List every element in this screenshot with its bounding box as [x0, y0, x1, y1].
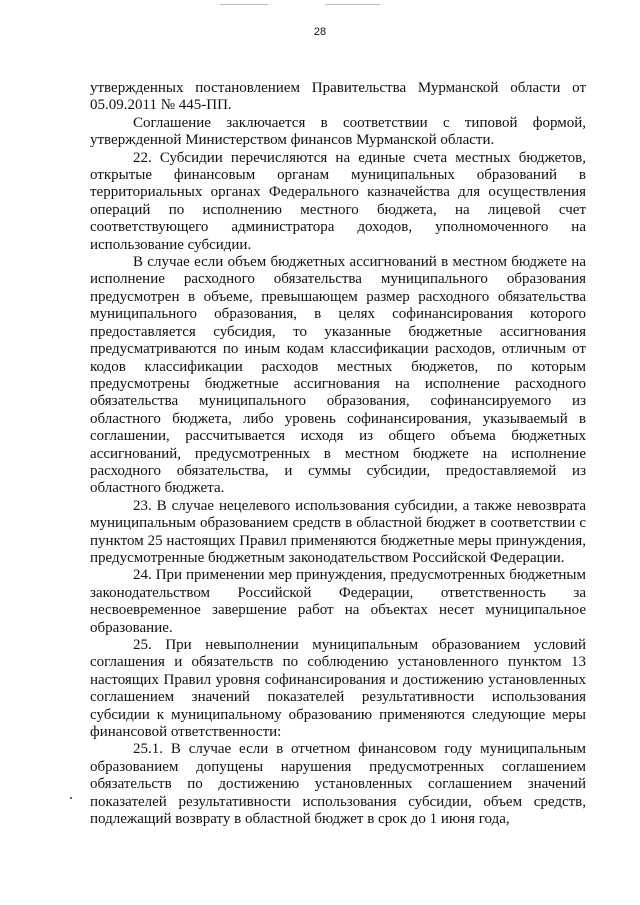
paragraph-continuation: утвержденных постановлением Правительства Мурманской области от 05.09.2011 № 445-ПП.	[90, 80, 586, 114]
paragraph-allocations: В случае если объем бюджетных ассигнований в местном бюджете на исполнение расходного обязательства муниципального образования предусмотрен в объеме, превышающем размер расходного обязательства муниципального образования, в целях софинансирования которого предоставляется субсидия, то указанные бюджетные ассигнования предусматриваются по иным кодам классификации расходов, отличным от кодов классификации расходов местных бюджетов, по которым предусмотрены бюджетные ассигнования на исполнение расходного обязательства муниципального образования, софинансируемого из областного бюджета, либо уровень софинансирования, указываемый в соглашении, рассчитывается исходя из общего объема бюджетных ассигнований, предусмотренных в местном бюджете на исполнение расходного обязательства, и суммы субсидии, предоставляемой из областного бюджета.	[90, 254, 586, 497]
paragraph-25: 25. При невыполнении муниципальным образованием условий соглашения и обязательств по соблюдению установленного пунктом 13 настоящих Правил уровня софинансирования и достижению установленных соглашением значений показателей результативности использования субсидии к муниципальному образованию применяются следующие меры финансовой ответственности:	[90, 637, 586, 741]
scan-edge-line-right	[325, 4, 380, 5]
paragraph-24: 24. При применении мер принуждения, предусмотренных бюджетным законодательством Российской Федерации, ответственность за несвоевременное завершение работ на объектах несет муниципальное образование.	[90, 567, 586, 636]
paragraph-25-1: 25.1. В случае если в отчетном финансовом году муниципальным образованием допущены нарушения предусмотренных соглашением обязательств по достижению установленных соглашением значений показателей результативности использования субсидии, объем средств, подлежащий возврату в областной бюджет в срок до 1 июня года,	[90, 741, 586, 828]
paragraph-23: 23. В случае нецелевого использования субсидии, а также невозврата муниципальным образованием средств в областной бюджет в соответствии с пунктом 25 настоящих Правил применяются бюджетные меры принуждения, предусмотренные бюджетным законодательством Российской Федерации.	[90, 497, 586, 566]
document-body	[90, 80, 586, 828]
paragraph-22: 22. Субсидии перечисляются на единые счета местных бюджетов, открытые финансовым органам муниципальных образований в территориальных органах Федерального казначейства для осуществления операций по исполнению местного бюджета, на лицевой счет соответствующего администратора доходов, уполномоченного на использование субсидии.	[90, 149, 586, 253]
scan-edge-line-left	[220, 4, 268, 5]
scan-speck	[70, 797, 72, 799]
paragraph-agreement: Соглашение заключается в соответствии с типовой формой, утвержденной Министерством финансов Мурманской области.	[90, 114, 586, 149]
page-number: 28	[313, 26, 327, 38]
